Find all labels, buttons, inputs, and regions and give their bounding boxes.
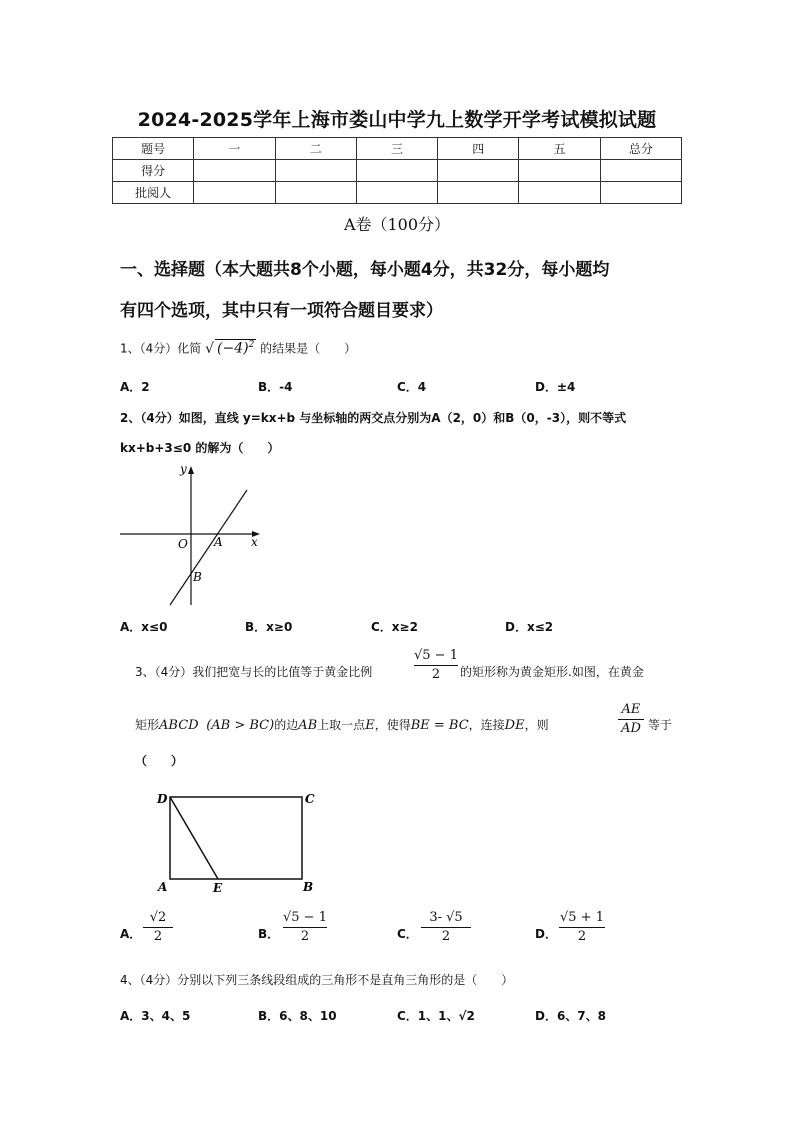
q1-prefix: 1、（4分）化简 (120, 341, 202, 356)
fraction-denominator: 2 (441, 929, 451, 944)
fraction-bar (618, 719, 644, 720)
question-3-equals: 等于 (648, 718, 673, 732)
score-cell (600, 160, 681, 182)
point-a-label: A (214, 535, 223, 549)
question-2-line1: 2、（4分）如图，直线 y=kx+b 与坐标轴的两交点分别为A（2，0）和B（0，-3），则不等式 (120, 411, 627, 425)
point-b-label: B (193, 570, 202, 584)
fraction-bar (143, 927, 173, 928)
ratio-denominator: AD (621, 721, 641, 736)
q3-text-rect: 矩形 (135, 718, 160, 732)
grader-cell (356, 182, 437, 204)
q4-option-a: A．3、4、5 (120, 1009, 191, 1023)
grader-cell (275, 182, 356, 204)
fraction-denominator: 2 (300, 929, 310, 944)
golden-numerator: √5 − 1 (414, 648, 458, 663)
q1-option-d: D．±4 (535, 380, 576, 394)
grader-cell (438, 182, 519, 204)
grader-cell (194, 182, 275, 204)
q1-option-b: B．-4 (258, 380, 293, 394)
q4-option-c: C．1、1、√2 (397, 1009, 475, 1023)
point-a-label: A (158, 880, 168, 894)
page-title: 2024-2025学年上海市娄山中学九上数学开学考试模拟试题 (137, 109, 657, 131)
q3-text-then: ，则 (524, 718, 549, 732)
question-3-line1a: 3、（4分）我们把宽与长的比值等于黄金比例 (135, 665, 373, 679)
q3-equation: BE = BC (410, 718, 469, 733)
q3-de: DE (504, 718, 525, 733)
table-header-cell: 三 (356, 138, 437, 160)
q1-suffix: 的结果是（ ） (260, 341, 357, 356)
question-2-line2: kx+b+3≤0 的解为（ ） (120, 441, 280, 455)
q1-option-a: A．2 (120, 380, 150, 394)
q4-option-b: B．6、8、10 (258, 1009, 337, 1023)
q3-option-a-letter: A． (120, 927, 142, 941)
table-row (113, 182, 682, 204)
q3-text-such: ，使得 (374, 718, 411, 732)
fraction-numerator: √5 + 1 (560, 910, 604, 925)
q3-text-connect: ，连接 (468, 718, 505, 732)
row-label-score: 得分 (113, 160, 194, 182)
question-3-line3: （ ） (135, 754, 184, 768)
section-heading-line2: 有四个选项，其中只有一项符合题目要求） (120, 301, 443, 321)
section-heading-line1: 一、选择题（本大题共8个小题，每小题4分，共32分，每小题均 (120, 260, 610, 280)
q3-option-b-fraction (283, 910, 327, 945)
row-label-grader: 批阅人 (113, 182, 194, 204)
question-4: 4、（4分）分别以下列三条线段组成的三角形不是直角三角形的是（ ） (120, 973, 514, 987)
fraction-bar (414, 665, 458, 666)
q4-option-d: D．6、7、8 (535, 1009, 607, 1023)
point-b-label: B (303, 880, 314, 894)
table-row (113, 138, 682, 160)
score-cell (194, 160, 275, 182)
q3-option-d-letter: D． (535, 927, 557, 941)
fraction-numerator: 3- √5 (429, 910, 463, 925)
table-header-cell: 五 (519, 138, 600, 160)
table-header-cell: 总分 (600, 138, 681, 160)
fraction-bar (283, 927, 327, 928)
q3-option-b-letter: B． (258, 927, 280, 941)
q3-point-e: E (365, 718, 375, 733)
q3-text-edge: 的边 (274, 718, 299, 732)
y-label: y (180, 462, 187, 476)
point-e-label: E (213, 881, 223, 895)
ratio-numerator: AE (621, 702, 641, 717)
table-header-cell: 二 (275, 138, 356, 160)
q2-option-d: D．x≤2 (505, 620, 554, 634)
q3-condition: (AB > BC) (206, 718, 275, 733)
question-3-line1b: 的矩形称为黄金矩形.如图，在黄金 (460, 665, 644, 679)
grader-cell (519, 182, 600, 204)
table-row (113, 160, 682, 182)
q3-option-a-fraction (143, 910, 173, 945)
q3-ab: AB (298, 718, 318, 733)
q2-option-a: A．x≤0 (120, 620, 168, 634)
ratio-fraction (618, 702, 644, 737)
fraction-denominator: 2 (577, 929, 587, 944)
q3-option-d-fraction (559, 910, 605, 945)
table-header-cell: 题号 (113, 138, 194, 160)
score-cell (519, 160, 600, 182)
score-cell (438, 160, 519, 182)
x-label: x (251, 535, 258, 549)
score-table (112, 137, 682, 204)
q1-option-c: C．4 (397, 380, 427, 394)
segment-de (170, 797, 218, 879)
fraction-denominator: 2 (153, 929, 163, 944)
table-header-cell: 四 (438, 138, 519, 160)
q3-option-c-letter: C． (397, 927, 418, 941)
fraction-numerator: √2 (149, 910, 167, 925)
q3-option-c-fraction (421, 910, 471, 945)
q2-coordinate-figure (116, 460, 266, 610)
y-axis-arrow (188, 466, 194, 474)
fraction-bar (559, 927, 605, 928)
fraction-numerator: √5 − 1 (283, 910, 327, 925)
q2-option-b: B．x≥0 (245, 620, 293, 634)
paper-label: A卷（100分） (343, 215, 451, 234)
rectangle-abcd (170, 797, 302, 879)
q3-rect-name: ABCD (159, 718, 199, 733)
point-c-label: C (305, 792, 315, 806)
origin-label: O (178, 537, 188, 551)
sqrt-expression: √ $(-4)^2$ (205, 340, 255, 357)
q1-exponent: 2 (248, 340, 255, 350)
point-d-label: D (157, 792, 168, 806)
golden-ratio-fraction (414, 648, 458, 683)
q2-option-c: C．x≥2 (371, 620, 418, 634)
golden-denominator: 2 (431, 667, 441, 682)
fraction-bar (421, 927, 471, 928)
table-header-cell: 一 (194, 138, 275, 160)
q3-text-take: 上取一点 (317, 718, 366, 732)
grader-cell (600, 182, 681, 204)
question-1 (120, 339, 356, 357)
score-cell (275, 160, 356, 182)
score-cell (356, 160, 437, 182)
question-3-line2 (135, 716, 549, 733)
q3-rectangle-figure (145, 782, 335, 897)
q1-radicand: (−4) (217, 340, 249, 357)
